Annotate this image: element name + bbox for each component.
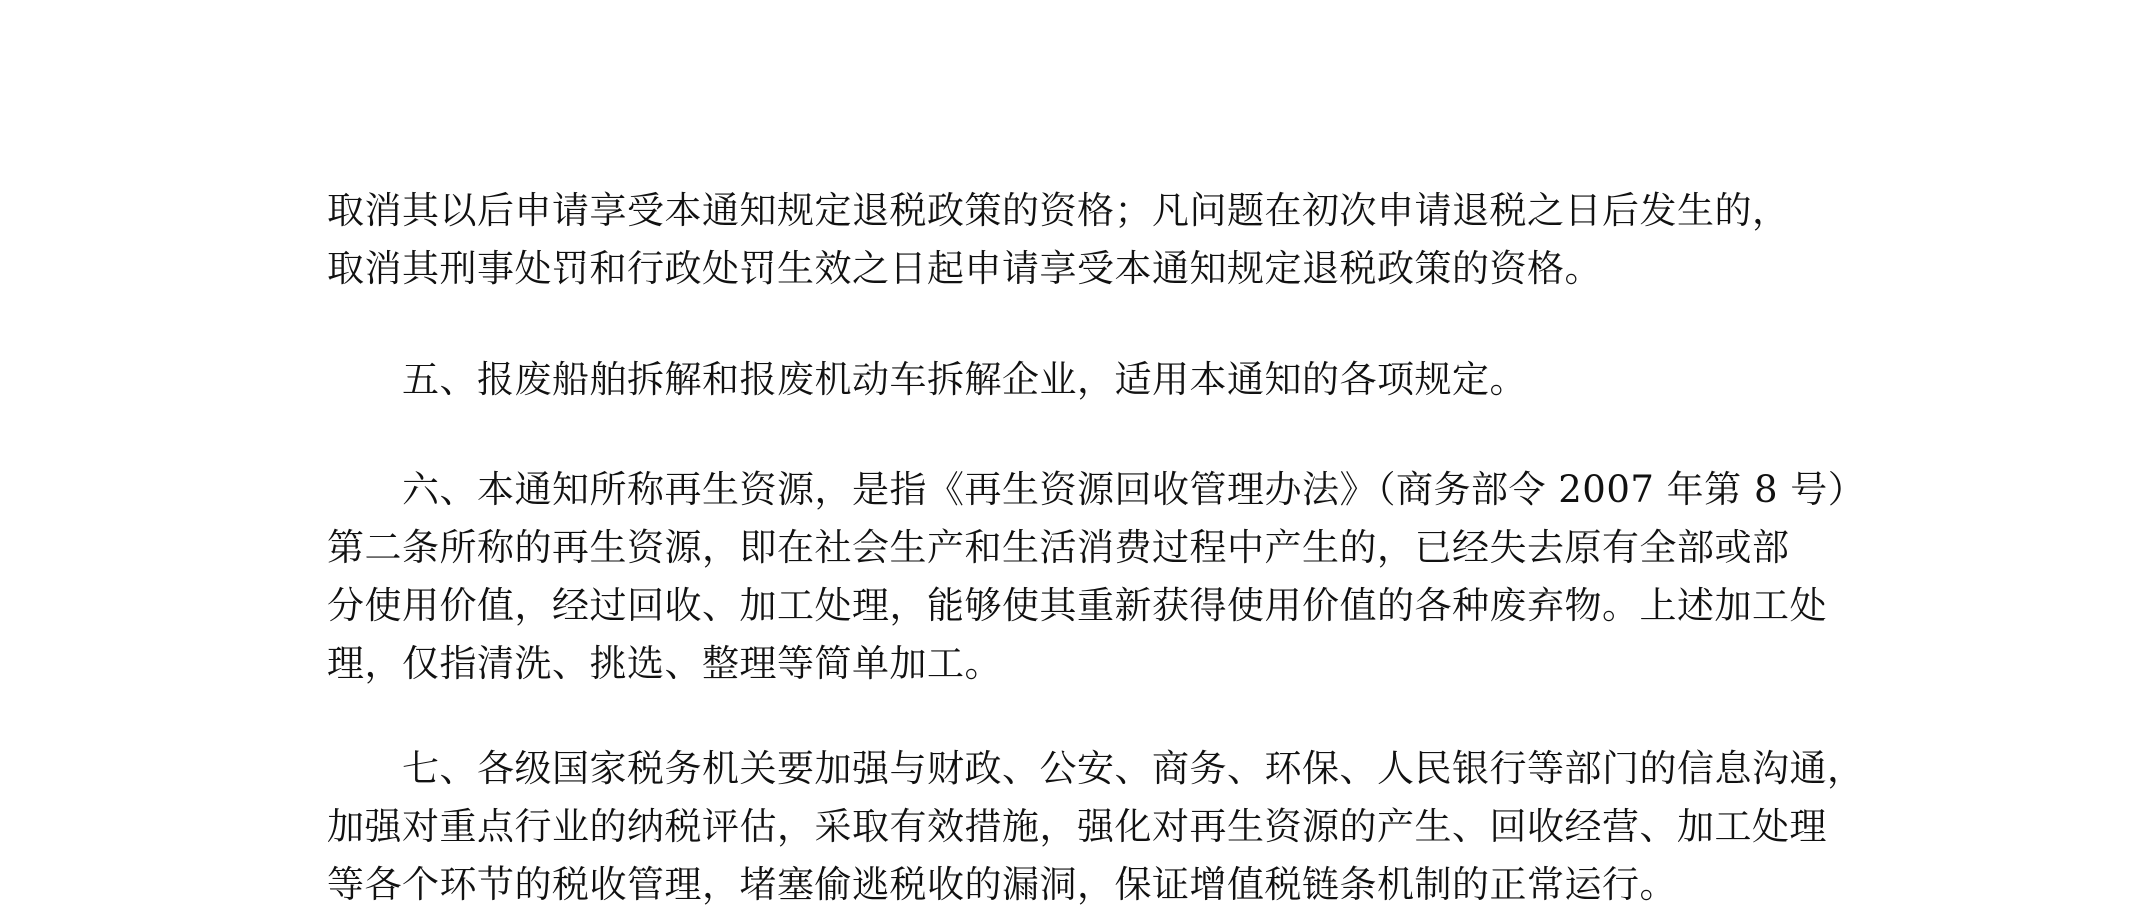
paragraph-6 [327, 461, 1866, 693]
text-line: 理，仅指清洗、挑选、整理等简单加工。 [327, 642, 1002, 685]
text-line: 加强对重点行业的纳税评估，采取有效措施，强化对再生资源的产生、回收经营、加工处理 [327, 805, 1827, 848]
text-line: 第二条所称的再生资源，即在社会生产和生活消费过程中产生的，已经失去原有全部或部 [327, 526, 1790, 569]
text-line: 取消其以后申请享受本通知规定退税政策的资格；凡问题在初次申请退税之日后发生的， [327, 189, 1790, 232]
paragraph-7 [327, 740, 1865, 914]
text-line: 七、各级国家税务机关要加强与财政、公安、商务、环保、人民银行等部门的信息沟通， [402, 747, 1865, 790]
paragraph-4-tail [327, 182, 1847, 298]
text-line: 六、本通知所称再生资源，是指《再生资源回收管理办法》（商务部令 2007 年第 8 号） [402, 468, 1866, 511]
text-line: 取消其刑事处罚和行政处罚生效之日起申请享受本通知规定退税政策的资格。 [327, 247, 1602, 290]
paragraph-5 [327, 351, 1847, 409]
text-line: 等各个环节的税收管理，堵塞偷逃税收的漏洞，保证增值税链条机制的正常运行。 [327, 863, 1677, 906]
text-line: 五、报废船舶拆解和报废机动车拆解企业，适用本通知的各项规定。 [402, 358, 1527, 401]
text-line: 分使用价值，经过回收、加工处理，能够使其重新获得使用价值的各种废弃物。上述加工处 [327, 584, 1827, 627]
